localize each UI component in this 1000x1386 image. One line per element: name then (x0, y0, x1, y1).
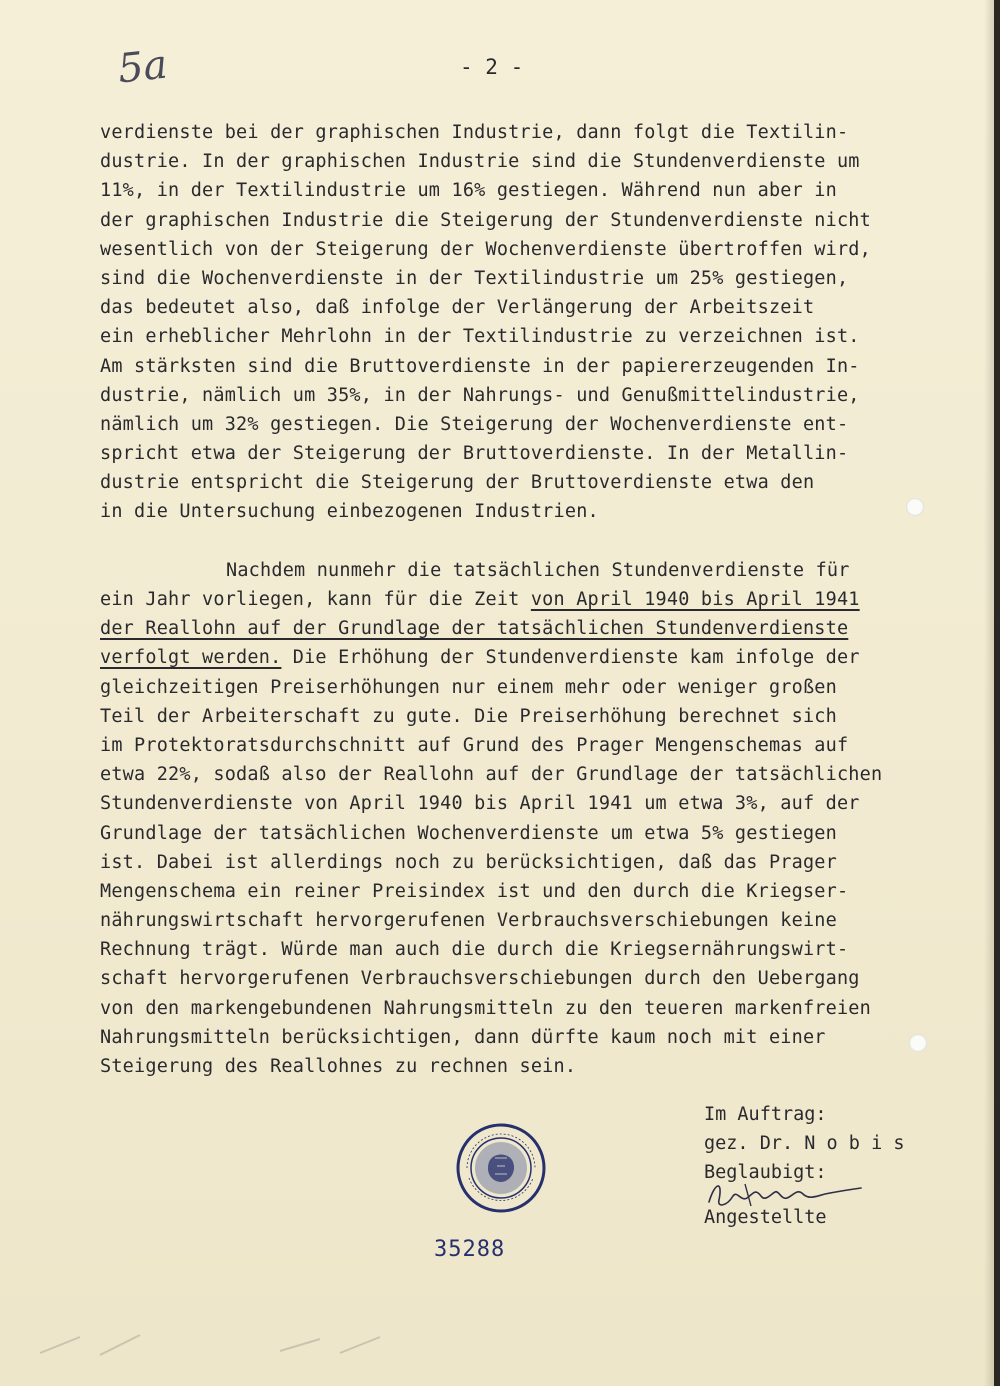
body-text (100, 118, 940, 1081)
text-line (100, 964, 940, 993)
text-line (100, 585, 940, 614)
text-line (100, 760, 940, 789)
line-text: nährungswirtschaft hervorgerufenen Verbrauchsverschiebungen keine (100, 910, 837, 932)
text-line (100, 702, 940, 731)
line-text: Die Erhöhung der Stundenverdienste kam infolge der (281, 647, 860, 669)
text-line (100, 497, 940, 526)
line-text: im Protektoratsdurchschnitt auf Grund des Prager Mengenschemas auf (100, 734, 849, 756)
text-line (100, 643, 940, 672)
signature-line-auftrag: Im Auftrag: (704, 1104, 827, 1125)
line-text: ist. Dabei ist allerdings noch zu berücksichtigen, daß das Prager (100, 851, 837, 873)
text-line (100, 439, 940, 468)
text-line (100, 381, 940, 410)
line-text: ein Jahr vorliegen, kann für die Zeit (100, 589, 531, 610)
text-line (100, 352, 940, 381)
line-text: wesentlich von der Steigerung der Wochenverdienste übertroffen wird, (100, 238, 871, 260)
line-text: 11%, in der Textilindustrie um 16% gestiegen. Während nun aber in (100, 180, 837, 202)
line-text: dustrie. In der graphischen Industrie sind die Stundenverdienste um (100, 151, 860, 173)
text-line (100, 848, 940, 877)
text-line (100, 556, 940, 585)
line-text: sind die Wochenverdienste in der Textilindustrie um 25% gestiegen, (100, 267, 849, 289)
line-text: Mengenschema ein reiner Preisindex ist und den durch die Kriegser- (100, 880, 849, 902)
line-text: verdienste bei der graphischen Industrie, dann folgt die Textilin- (100, 122, 849, 143)
handwritten-signature (705, 1176, 865, 1216)
line-text: Nahrungsmitteln berücksichtigen, dann dürfte kaum noch mit einer (100, 1026, 826, 1048)
text-line (100, 789, 940, 818)
text-line (100, 935, 940, 964)
line-text: dustrie, nämlich um 35%, in der Nahrungs- und Genußmittelindustrie, (100, 384, 860, 406)
page-number: - 2 - (460, 55, 524, 79)
page-edge-shadow (984, 0, 994, 1386)
line-text: schaft hervorgerufenen Verbrauchsverschiebungen durch den Uebergang (100, 968, 860, 990)
signature-line-beglaubigt: Beglaubigt: (704, 1162, 827, 1183)
faint-bleed-through-mark (20, 1325, 440, 1365)
text-line (100, 293, 940, 322)
text-line (100, 1052, 940, 1081)
line-text: nämlich um 32% gestiegen. Die Steigerung der Wochenverdienste ent- (100, 413, 849, 435)
line-text: der graphischen Industrie die Steigerung der Stundenverdienste nicht (100, 209, 871, 231)
line-text: Teil der Arbeiterschaft zu gute. Die Preiserhöhung berechnet sich (100, 705, 837, 727)
line-text: in die Untersuchung einbezogenen Industrien. (100, 501, 599, 523)
line-text: Grundlage der tatsächlichen Wochenverdienste um etwa 5% gestiegen (100, 822, 837, 844)
text-line (100, 877, 940, 906)
line-text: von den markengebundenen Nahrungsmitteln zu den teueren markenfreien (100, 997, 871, 1019)
underlined-text: verfolgt werden. (100, 647, 282, 669)
text-line (100, 819, 940, 848)
text-line (100, 527, 940, 556)
line-text: Nachdem nunmehr die tatsächlichen Stundenverdienste für (226, 559, 850, 581)
text-line (100, 118, 940, 147)
line-text: dustrie entspricht die Steigerung der Bruttoverdienste etwa den (100, 472, 815, 494)
text-line (100, 235, 940, 264)
handwritten-folio-mark: 5a (115, 41, 170, 93)
underlined-text: der Reallohn auf der Grundlage der tatsächlichen Stundenverdienste (100, 618, 849, 640)
line-text: Am stärksten sind die Bruttoverdienste in der papiererzeugenden In- (100, 355, 860, 377)
line-text: gleichzeitigen Preiserhöhungen nur einem mehr oder weniger großen (100, 676, 837, 698)
text-line (100, 1023, 940, 1052)
signature-line-role: Angestellte (704, 1207, 827, 1228)
archive-stamp (455, 1122, 547, 1214)
text-line (100, 994, 940, 1023)
text-line (100, 176, 940, 205)
text-line (100, 322, 940, 351)
line-text: ein erheblicher Mehrlohn in der Textilindustrie zu verzeichnen ist. (100, 326, 860, 348)
line-text: Steigerung des Reallohnes zu rechnen sein. (100, 1056, 577, 1077)
text-line (100, 614, 940, 643)
signature-line-name: gez. Dr. N o b i s (704, 1133, 905, 1154)
text-line (100, 206, 940, 235)
line-text: das bedeutet also, daß infolge der Verlängerung der Arbeitszeit (100, 297, 815, 319)
text-line (100, 147, 940, 176)
text-line (100, 731, 940, 760)
text-line (100, 264, 940, 293)
scan-border (994, 0, 1000, 1386)
line-text: spricht etwa der Steigerung der Bruttoverdienste. In der Metallin- (100, 443, 849, 465)
text-line (100, 906, 940, 935)
line-text: Stundenverdienste von April 1940 bis April 1941 um etwa 3%, auf der (100, 793, 860, 815)
archive-number: 35288 (434, 1237, 506, 1262)
text-line (100, 468, 940, 497)
underlined-text: von April 1940 bis April 1941 (530, 589, 860, 610)
line-text: Rechnung trägt. Würde man auch die durch die Kriegsernährungswirt- (100, 939, 849, 961)
text-line (100, 673, 940, 702)
line-text: etwa 22%, sodaß also der Reallohn auf der Grundlage der tatsächlichen (100, 764, 883, 786)
text-line (100, 410, 940, 439)
